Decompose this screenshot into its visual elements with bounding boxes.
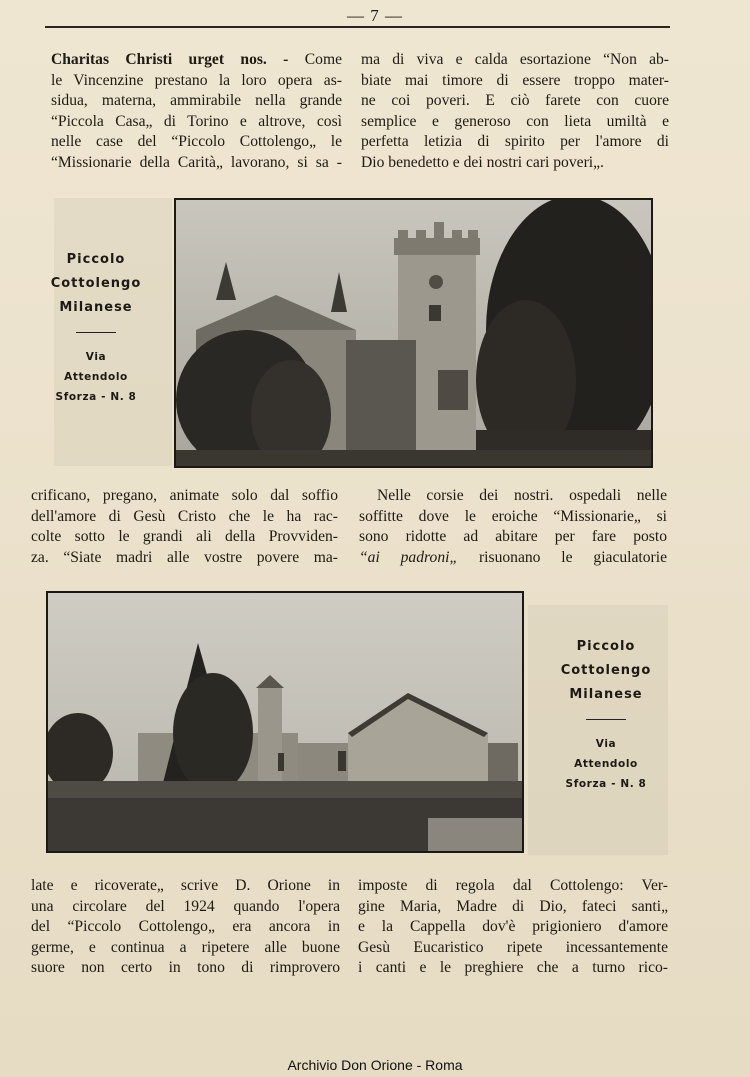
text-line: late e ricoverate„ scrive D. Orione in [31,877,340,894]
text-line: “ai padroni„ risuonano le giaculatorie [359,548,667,566]
caption-name-line: Piccolo [576,639,636,654]
photo-illustration [48,593,522,851]
text-line: crificano, pregano, animate solo dal soffio [31,487,338,504]
text-line: semplice e generoso con lieta umiltà e [361,112,669,130]
text-line: Nelle corsie dei nostri. ospedali nelle [377,487,667,504]
top-rule [45,26,670,28]
text-line: imposte di regola dal Cottolengo: Ver- [358,877,668,894]
caption-address-line: Attendolo [64,371,128,383]
caption-name-line: Cottolengo [560,663,652,678]
caption-address-line: Via [85,351,107,363]
top-left-column [51,50,342,173]
text-line: una circolare del 1924 quando l'opera [31,897,340,915]
text-line: ma di viva e calda esortazione “Non ab- [361,51,669,68]
caption-address-line: Via [595,738,617,750]
caption-address-line: Attendolo [574,758,638,770]
archive-footer: Archivio Don Orione - Roma [287,1057,463,1073]
text-line: za. “Siate madri alle vostre povere ma- [31,548,338,566]
caption-address-line: Sforza - N. 8 [55,391,137,403]
text-line: del “Piccolo Cottolengo„ era ancora in [31,918,340,935]
caption-name-line: Piccolo [66,252,126,267]
text-line: “Missionarie della Carità„ lavorano, si sa - [51,153,342,171]
page-number: — 7 — [347,6,403,25]
italic-phrase: “ai padroni„ [359,548,459,566]
caption-divider [76,332,116,333]
text-line: “Piccola Casa„ di Torino e altrove, così [51,112,342,130]
text-line: suore non certo in tono di rimprovero [31,959,340,976]
text-line: Dio benedetto e dei nostri cari poveri„. [361,153,604,171]
caption-name-line: Cottolengo [50,276,142,291]
lead-in-bold: Charitas Christi urget nos. - [51,51,289,68]
text-line: le Vincenzine prestano la loro opera as- [51,71,342,89]
text-line: i canti e le preghiere che a turno rico- [358,959,668,976]
text-line: ne coi poveri. E ciò farete con cuore [361,92,669,109]
text-line: dell'amore di Gesù Cristo che le ha rac- [31,507,338,525]
photo-caption-1 [36,248,156,407]
text-line: nelle case del “Piccolo Cottolengo„ le [51,133,342,150]
text-line: perfetta letizia di spirito per l'amore di [361,133,669,150]
text-line: biate mai timore di essere troppo mater- [361,71,669,89]
photo-caption-2 [543,635,669,794]
text-line: sono ridotte ad abitare per fare posto [359,528,667,545]
middle-right-column [359,486,667,568]
bottom-right-column [358,876,668,979]
caption-name-line: Milanese [569,687,643,702]
top-right-column [361,50,669,173]
caption-address-line: Sforza - N. 8 [565,778,647,790]
text-line: gine Maria, Madre di Dio, fateci santi„ [358,897,668,915]
middle-left-column [31,486,338,568]
photo-illustration [176,200,651,466]
text-line: sidua, materna, ammirabile nella grande [51,92,342,109]
photo-building-trees [46,591,524,853]
text-line: e la Cappella dov'è prigioniero d'amore [358,918,668,935]
bottom-left-column [31,876,340,979]
photo-building-tower [174,198,653,468]
caption-name-line: Milanese [59,300,133,315]
text-line: Charitas Christi urget nos. - Come [51,51,342,68]
text-line: colte sotto le grandi ali della Provviden- [31,528,338,545]
caption-divider [586,719,626,720]
text-line: germe, e continua a ripetere alle buone [31,938,340,956]
text-line: soffitte dove le eroiche “Missionarie„ si [359,507,667,525]
text-line: Gesù Eucaristico ripete incessantemente [358,938,668,956]
